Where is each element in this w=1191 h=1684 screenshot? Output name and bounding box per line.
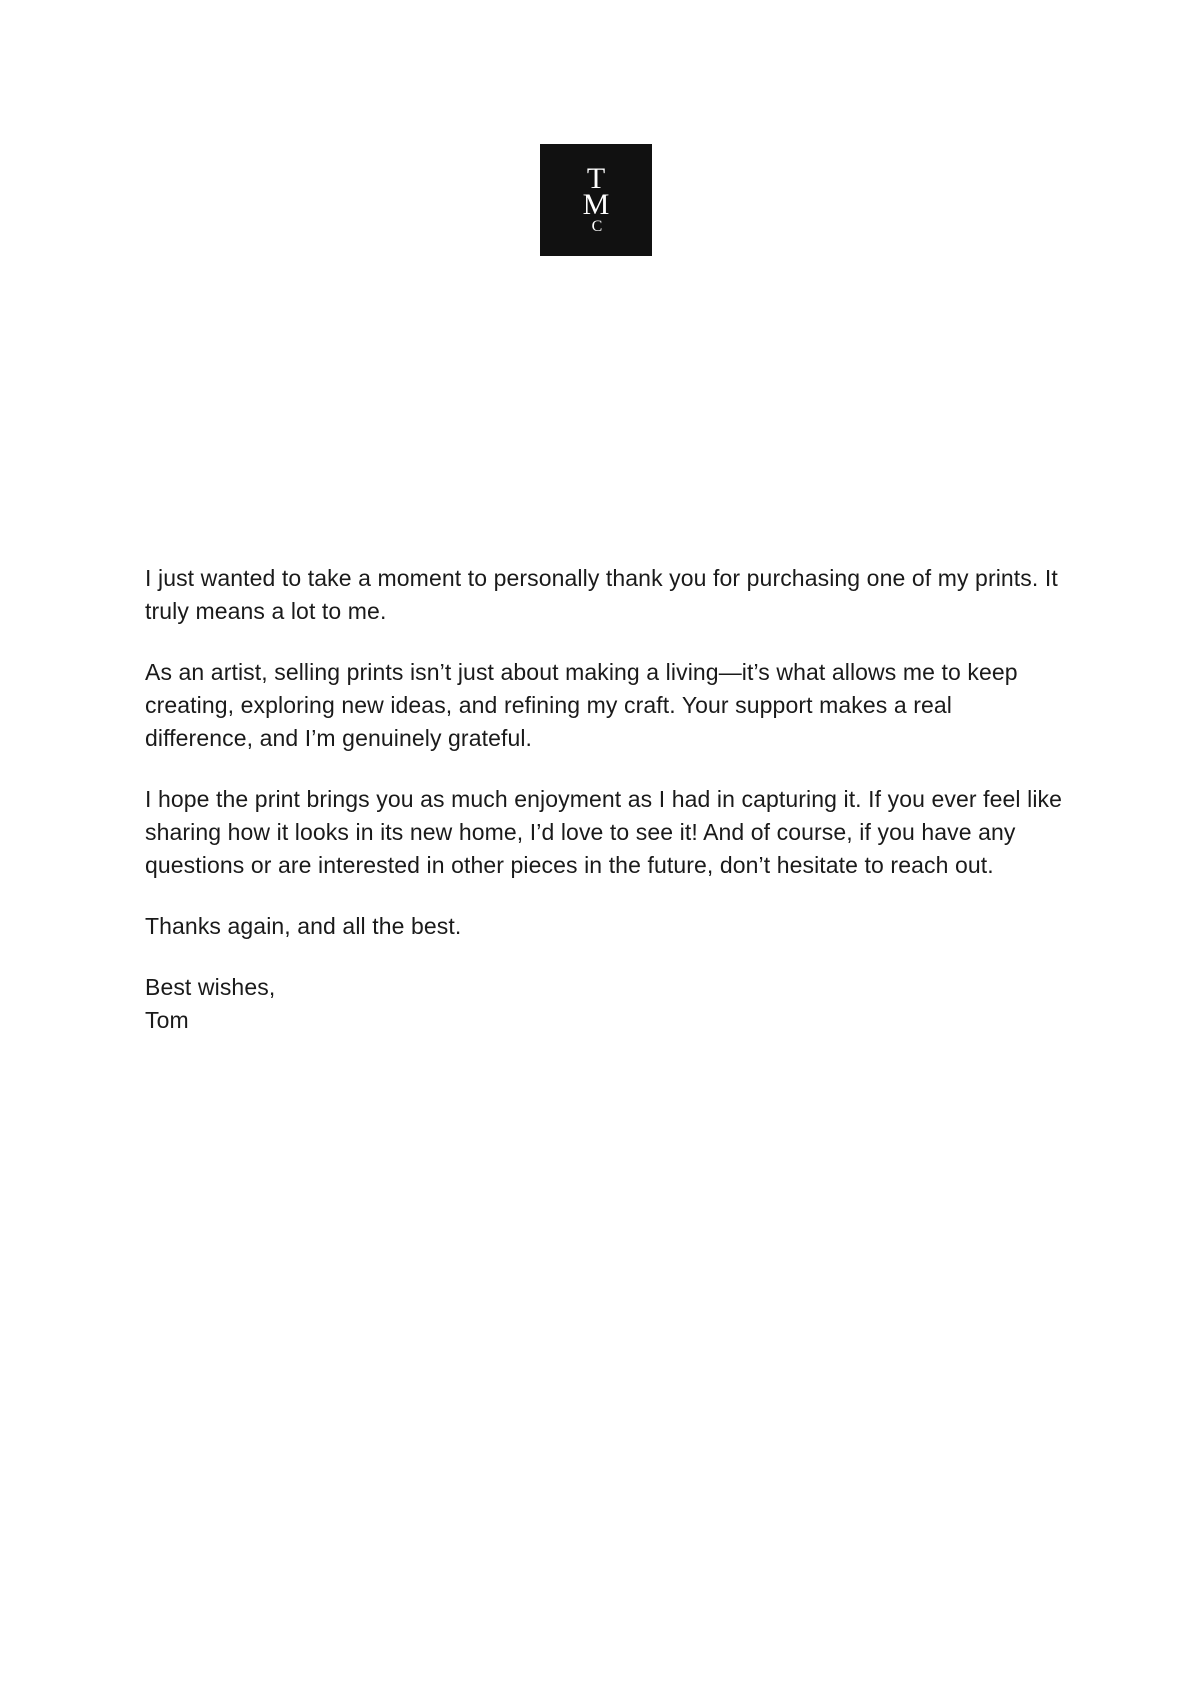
- closing: Best wishes,: [145, 974, 276, 1000]
- paragraph-artist: As an artist, selling prints isn’t just about making a living—it’s what allows me to keep creating, exploring new ideas, and refining my craft. Your support makes a real difference, and I’m genuinely grateful.: [145, 659, 1018, 751]
- logo-letter-t: T: [586, 162, 606, 195]
- paragraph-thanks: I just wanted to take a moment to personally thank you for purchasing one of my prints. It truly means a lot to me.: [145, 565, 1058, 624]
- paragraph-hope: I hope the print brings you as much enjoyment as I had in capturing it. If you ever feel like sharing how it looks in its new home, I’d love to see it! And of course, if you have any questions or are interested in other pieces in the future, don’t hesitate to reach out.: [145, 786, 1063, 878]
- signature: Tom: [145, 1007, 189, 1033]
- letter-body: [145, 562, 1065, 1037]
- paragraph-thanks-again: Thanks again, and all the best.: [145, 913, 462, 939]
- tmc-monogram-icon: [540, 144, 652, 256]
- logo-letter-c: C: [591, 218, 603, 235]
- signoff: [145, 971, 1065, 1037]
- logo-letter-m: M: [582, 188, 610, 221]
- tmc-logo: [540, 144, 652, 256]
